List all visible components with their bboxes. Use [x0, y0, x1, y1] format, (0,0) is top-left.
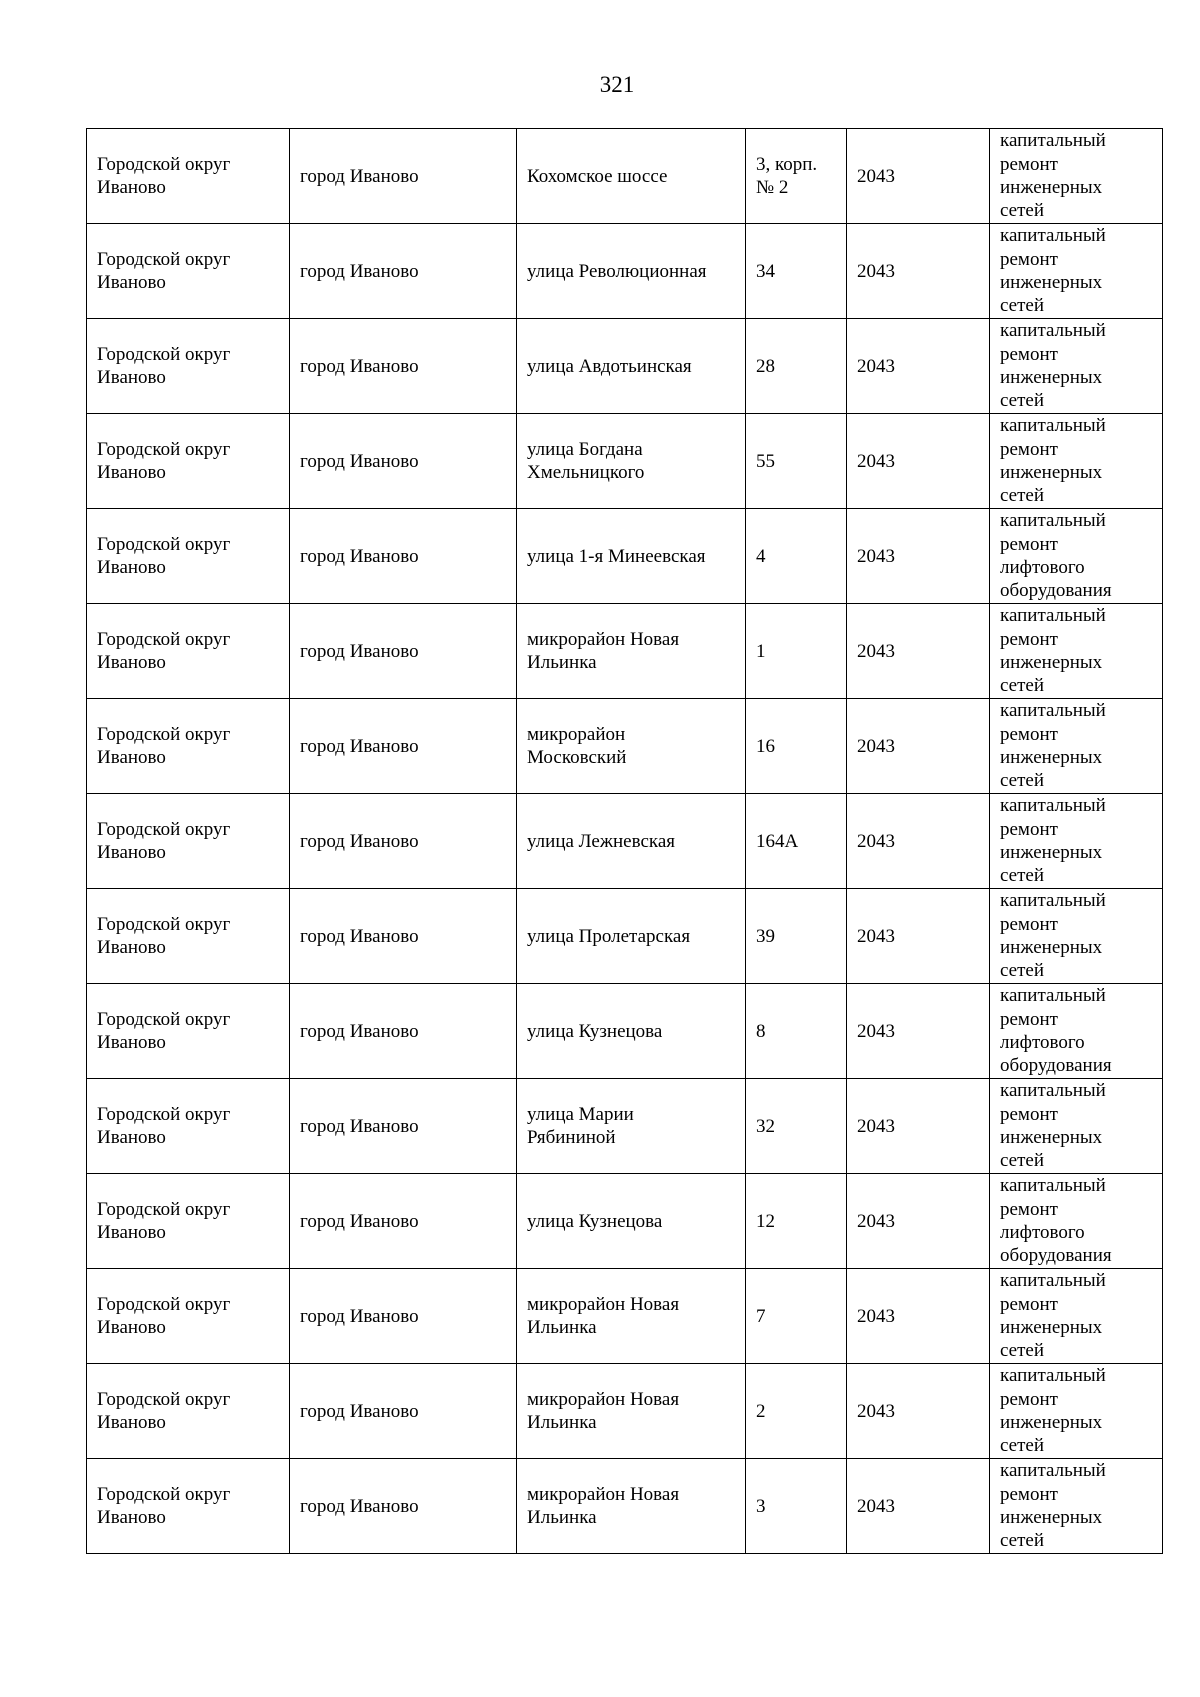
table-row	[87, 1459, 1163, 1554]
work-type-line: ремонт	[1000, 533, 1058, 555]
street-cell	[517, 414, 746, 509]
city-line: город Иваново	[300, 1400, 419, 1422]
year-cell: 2043	[847, 319, 990, 414]
street-cell	[517, 984, 746, 1079]
work-type-line: капитальный	[1000, 1270, 1106, 1292]
year-cell: 2043	[847, 794, 990, 889]
street-line: улица Марии	[527, 1104, 634, 1125]
work-type-cell	[990, 984, 1163, 1079]
work-type-line: оборудования	[1000, 1245, 1112, 1267]
work-type-line: сетей	[1000, 390, 1045, 412]
street-line: Ильинка	[527, 1317, 597, 1338]
work-type-line: капитальный	[1000, 1460, 1106, 1482]
street-cell	[517, 1269, 746, 1364]
year-cell: 2043	[847, 1364, 990, 1459]
work-type-line: сетей	[1000, 675, 1045, 697]
year-cell: 2043	[847, 984, 990, 1079]
district-line: Городской округ	[97, 439, 231, 460]
district-cell	[87, 224, 290, 319]
work-type-cell	[990, 794, 1163, 889]
city-line: город Иваново	[300, 355, 419, 377]
work-type-line: сетей	[1000, 1340, 1045, 1362]
city-cell	[290, 1459, 517, 1554]
work-type-line: инженерных	[1000, 462, 1103, 483]
work-type-line: инженерных	[1000, 367, 1103, 388]
district-line: Городской округ	[97, 1294, 231, 1315]
street-cell	[517, 794, 746, 889]
house-number-cell	[746, 794, 847, 889]
work-type-line: сетей	[1000, 1435, 1045, 1457]
street-line: микрорайон Новая	[527, 1389, 680, 1410]
street-line: микрорайон Новая	[527, 629, 680, 650]
city-line: город Иваново	[300, 165, 419, 187]
work-type-line: ремонт	[1000, 913, 1058, 935]
house-number-line: 3, корп.	[756, 154, 818, 175]
district-line: Иваново	[97, 1222, 166, 1243]
house-number-line: 1	[756, 640, 766, 662]
street-cell	[517, 224, 746, 319]
table-row	[87, 1174, 1163, 1269]
work-type-line: ремонт	[1000, 628, 1058, 650]
house-number-cell	[746, 1364, 847, 1459]
house-number-cell	[746, 1174, 847, 1269]
street-line: Московский	[527, 747, 627, 768]
work-type-line: лифтового	[1000, 557, 1085, 578]
city-cell	[290, 1079, 517, 1174]
table-row	[87, 129, 1163, 224]
district-line: Городской округ	[97, 1199, 231, 1220]
street-cell	[517, 604, 746, 699]
house-number-line: 2	[756, 1400, 766, 1422]
work-type-cell	[990, 1364, 1163, 1459]
street-line: микрорайон Новая	[527, 1294, 680, 1315]
work-type-line: капитальный	[1000, 320, 1106, 342]
house-number-cell	[746, 1459, 847, 1554]
district-cell	[87, 794, 290, 889]
work-type-line: инженерных	[1000, 747, 1103, 768]
year-cell: 2043	[847, 509, 990, 604]
street-cell	[517, 699, 746, 794]
city-cell	[290, 319, 517, 414]
district-line: Иваново	[97, 1507, 166, 1528]
street-line: улица Богдана	[527, 439, 643, 460]
house-number-cell	[746, 1079, 847, 1174]
district-cell	[87, 889, 290, 984]
district-line: Иваново	[97, 1412, 166, 1433]
district-line: Иваново	[97, 937, 166, 958]
house-number-line: 3	[756, 1495, 766, 1517]
street-cell	[517, 319, 746, 414]
house-number-cell	[746, 1269, 847, 1364]
work-type-line: капитальный	[1000, 510, 1106, 532]
city-line: город Иваново	[300, 545, 419, 567]
work-type-line: ремонт	[1000, 1103, 1058, 1125]
street-line: улица Пролетарская	[527, 925, 691, 947]
house-number-line: 28	[756, 355, 775, 377]
street-line: улица 1-я Минеевская	[527, 545, 706, 567]
city-line: город Иваново	[300, 830, 419, 852]
street-cell	[517, 889, 746, 984]
district-cell	[87, 604, 290, 699]
work-type-line: капитальный	[1000, 700, 1106, 722]
district-line: Городской округ	[97, 629, 231, 650]
work-type-cell	[990, 699, 1163, 794]
work-type-line: оборудования	[1000, 580, 1112, 602]
work-type-line: капитальный	[1000, 1365, 1106, 1387]
district-cell	[87, 319, 290, 414]
street-cell	[517, 1364, 746, 1459]
work-type-line: капитальный	[1000, 415, 1106, 437]
work-type-line: сетей	[1000, 200, 1045, 222]
work-type-line: ремонт	[1000, 1008, 1058, 1030]
district-line: Городской округ	[97, 1009, 231, 1030]
work-type-line: ремонт	[1000, 153, 1058, 175]
city-line: город Иваново	[300, 640, 419, 662]
district-line: Иваново	[97, 557, 166, 578]
work-type-line: сетей	[1000, 485, 1045, 507]
house-number-line: 55	[756, 450, 775, 472]
street-line: Ильинка	[527, 652, 597, 673]
district-line: Городской округ	[97, 344, 231, 365]
work-type-line: инженерных	[1000, 1317, 1103, 1338]
work-type-line: капитальный	[1000, 795, 1106, 817]
work-type-cell	[990, 1459, 1163, 1554]
street-line: улица Лежневская	[527, 830, 675, 852]
year-cell: 2043	[847, 889, 990, 984]
year-cell: 2043	[847, 1174, 990, 1269]
work-type-line: инженерных	[1000, 1127, 1103, 1148]
district-cell	[87, 1269, 290, 1364]
street-line: улица Кузнецова	[527, 1210, 663, 1232]
district-line: Иваново	[97, 747, 166, 768]
table-row	[87, 1364, 1163, 1459]
district-cell	[87, 1364, 290, 1459]
district-line: Городской округ	[97, 1389, 231, 1410]
work-type-line: инженерных	[1000, 652, 1103, 673]
house-number-cell	[746, 604, 847, 699]
table-row	[87, 1079, 1163, 1174]
city-cell	[290, 414, 517, 509]
year-cell: 2043	[847, 129, 990, 224]
work-type-line: лифтового	[1000, 1222, 1085, 1243]
house-number-line: 7	[756, 1305, 766, 1327]
street-line: Ильинка	[527, 1412, 597, 1433]
table-row	[87, 604, 1163, 699]
street-cell	[517, 129, 746, 224]
work-type-cell	[990, 129, 1163, 224]
city-cell	[290, 794, 517, 889]
work-type-line: капитальный	[1000, 890, 1106, 912]
work-type-line: ремонт	[1000, 438, 1058, 460]
house-number-cell	[746, 699, 847, 794]
district-line: Иваново	[97, 842, 166, 863]
house-number-line: № 2	[756, 177, 789, 198]
table-row	[87, 509, 1163, 604]
house-number-line: 39	[756, 925, 775, 947]
table-row	[87, 414, 1163, 509]
district-line: Городской округ	[97, 1104, 231, 1125]
district-line: Городской округ	[97, 724, 231, 745]
house-number-cell	[746, 889, 847, 984]
work-type-line: сетей	[1000, 770, 1045, 792]
house-number-line: 164А	[756, 830, 799, 852]
work-type-cell	[990, 1174, 1163, 1269]
work-type-cell	[990, 1269, 1163, 1364]
work-type-line: сетей	[1000, 1150, 1045, 1172]
district-line: Иваново	[97, 272, 166, 293]
district-line: Городской округ	[97, 534, 231, 555]
work-type-line: инженерных	[1000, 1507, 1103, 1528]
street-line: микрорайон	[527, 724, 626, 745]
work-type-line: ремонт	[1000, 1198, 1058, 1220]
house-number-cell	[746, 984, 847, 1079]
work-type-line: лифтового	[1000, 1032, 1085, 1053]
house-number-line: 4	[756, 545, 766, 567]
work-type-line: ремонт	[1000, 1483, 1058, 1505]
city-cell	[290, 604, 517, 699]
work-type-line: инженерных	[1000, 937, 1103, 958]
city-cell	[290, 129, 517, 224]
city-cell	[290, 889, 517, 984]
street-cell	[517, 1459, 746, 1554]
work-type-line: сетей	[1000, 865, 1045, 887]
street-cell	[517, 1079, 746, 1174]
street-line: Рябининой	[527, 1127, 616, 1148]
street-cell	[517, 1174, 746, 1269]
house-number-line: 34	[756, 260, 775, 282]
street-line: улица Кузнецова	[527, 1020, 663, 1042]
work-type-line: капитальный	[1000, 985, 1106, 1007]
house-number-line: 16	[756, 735, 775, 757]
work-type-line: инженерных	[1000, 272, 1103, 293]
district-cell	[87, 699, 290, 794]
house-number-line: 8	[756, 1020, 766, 1042]
repair-schedule-table	[86, 128, 1163, 1554]
district-cell	[87, 414, 290, 509]
work-type-line: ремонт	[1000, 1293, 1058, 1315]
house-number-cell	[746, 129, 847, 224]
table-row	[87, 699, 1163, 794]
work-type-line: ремонт	[1000, 248, 1058, 270]
city-line: город Иваново	[300, 1305, 419, 1327]
work-type-line: оборудования	[1000, 1055, 1112, 1077]
work-type-cell	[990, 224, 1163, 319]
work-type-cell	[990, 889, 1163, 984]
city-line: город Иваново	[300, 1210, 419, 1232]
work-type-cell	[990, 509, 1163, 604]
work-type-line: ремонт	[1000, 1388, 1058, 1410]
city-line: город Иваново	[300, 1115, 419, 1137]
page-number: 321	[599, 72, 635, 97]
table-row	[87, 889, 1163, 984]
work-type-line: капитальный	[1000, 605, 1106, 627]
house-number-line: 12	[756, 1210, 775, 1232]
city-cell	[290, 984, 517, 1079]
year-cell: 2043	[847, 1459, 990, 1554]
district-line: Городской округ	[97, 154, 231, 175]
year-cell: 2043	[847, 1269, 990, 1364]
table-body	[87, 129, 1163, 1554]
district-line: Иваново	[97, 1127, 166, 1148]
district-cell	[87, 129, 290, 224]
work-type-line: капитальный	[1000, 225, 1106, 247]
street-line: Хмельницкого	[527, 462, 645, 483]
city-cell	[290, 509, 517, 604]
city-line: город Иваново	[300, 735, 419, 757]
district-cell	[87, 509, 290, 604]
work-type-line: инженерных	[1000, 1412, 1103, 1433]
district-line: Иваново	[97, 462, 166, 483]
city-line: город Иваново	[300, 260, 419, 282]
work-type-line: ремонт	[1000, 343, 1058, 365]
street-cell	[517, 509, 746, 604]
work-type-line: инженерных	[1000, 842, 1103, 863]
district-line: Иваново	[97, 177, 166, 198]
city-cell	[290, 1269, 517, 1364]
district-cell	[87, 1174, 290, 1269]
district-line: Городской округ	[97, 819, 231, 840]
work-type-line: сетей	[1000, 960, 1045, 982]
district-cell	[87, 1079, 290, 1174]
work-type-cell	[990, 414, 1163, 509]
year-cell: 2043	[847, 1079, 990, 1174]
city-cell	[290, 224, 517, 319]
district-line: Городской округ	[97, 1484, 231, 1505]
house-number-line: 32	[756, 1115, 775, 1137]
work-type-line: сетей	[1000, 295, 1045, 317]
work-type-line: сетей	[1000, 1530, 1045, 1552]
street-line: улица Революционная	[527, 260, 707, 282]
district-line: Иваново	[97, 652, 166, 673]
house-number-cell	[746, 319, 847, 414]
work-type-line: капитальный	[1000, 1175, 1106, 1197]
year-cell: 2043	[847, 699, 990, 794]
house-number-cell	[746, 224, 847, 319]
work-type-cell	[990, 319, 1163, 414]
district-line: Городской округ	[97, 249, 231, 270]
city-cell	[290, 1174, 517, 1269]
year-cell: 2043	[847, 414, 990, 509]
street-line: микрорайон Новая	[527, 1484, 680, 1505]
work-type-line: инженерных	[1000, 177, 1103, 198]
work-type-cell	[990, 604, 1163, 699]
city-line: город Иваново	[300, 1495, 419, 1517]
table-row	[87, 794, 1163, 889]
district-line: Иваново	[97, 367, 166, 388]
work-type-line: капитальный	[1000, 1080, 1106, 1102]
district-line: Иваново	[97, 1032, 166, 1053]
district-line: Иваново	[97, 1317, 166, 1338]
street-line: Кохомское шоссе	[527, 165, 668, 187]
house-number-cell	[746, 414, 847, 509]
work-type-line: ремонт	[1000, 723, 1058, 745]
work-type-line: капитальный	[1000, 130, 1106, 152]
work-type-line: ремонт	[1000, 818, 1058, 840]
year-cell: 2043	[847, 224, 990, 319]
house-number-cell	[746, 509, 847, 604]
city-line: город Иваново	[300, 1020, 419, 1042]
district-line: Городской округ	[97, 914, 231, 935]
city-line: город Иваново	[300, 450, 419, 472]
city-cell	[290, 1364, 517, 1459]
work-type-cell	[990, 1079, 1163, 1174]
year-cell: 2043	[847, 604, 990, 699]
city-cell	[290, 699, 517, 794]
district-cell	[87, 1459, 290, 1554]
district-cell	[87, 984, 290, 1079]
street-line: Ильинка	[527, 1507, 597, 1528]
street-line: улица Авдотьинская	[527, 355, 692, 377]
table-row	[87, 1269, 1163, 1364]
table-row	[87, 984, 1163, 1079]
table-row	[87, 224, 1163, 319]
city-line: город Иваново	[300, 925, 419, 947]
table-row	[87, 319, 1163, 414]
